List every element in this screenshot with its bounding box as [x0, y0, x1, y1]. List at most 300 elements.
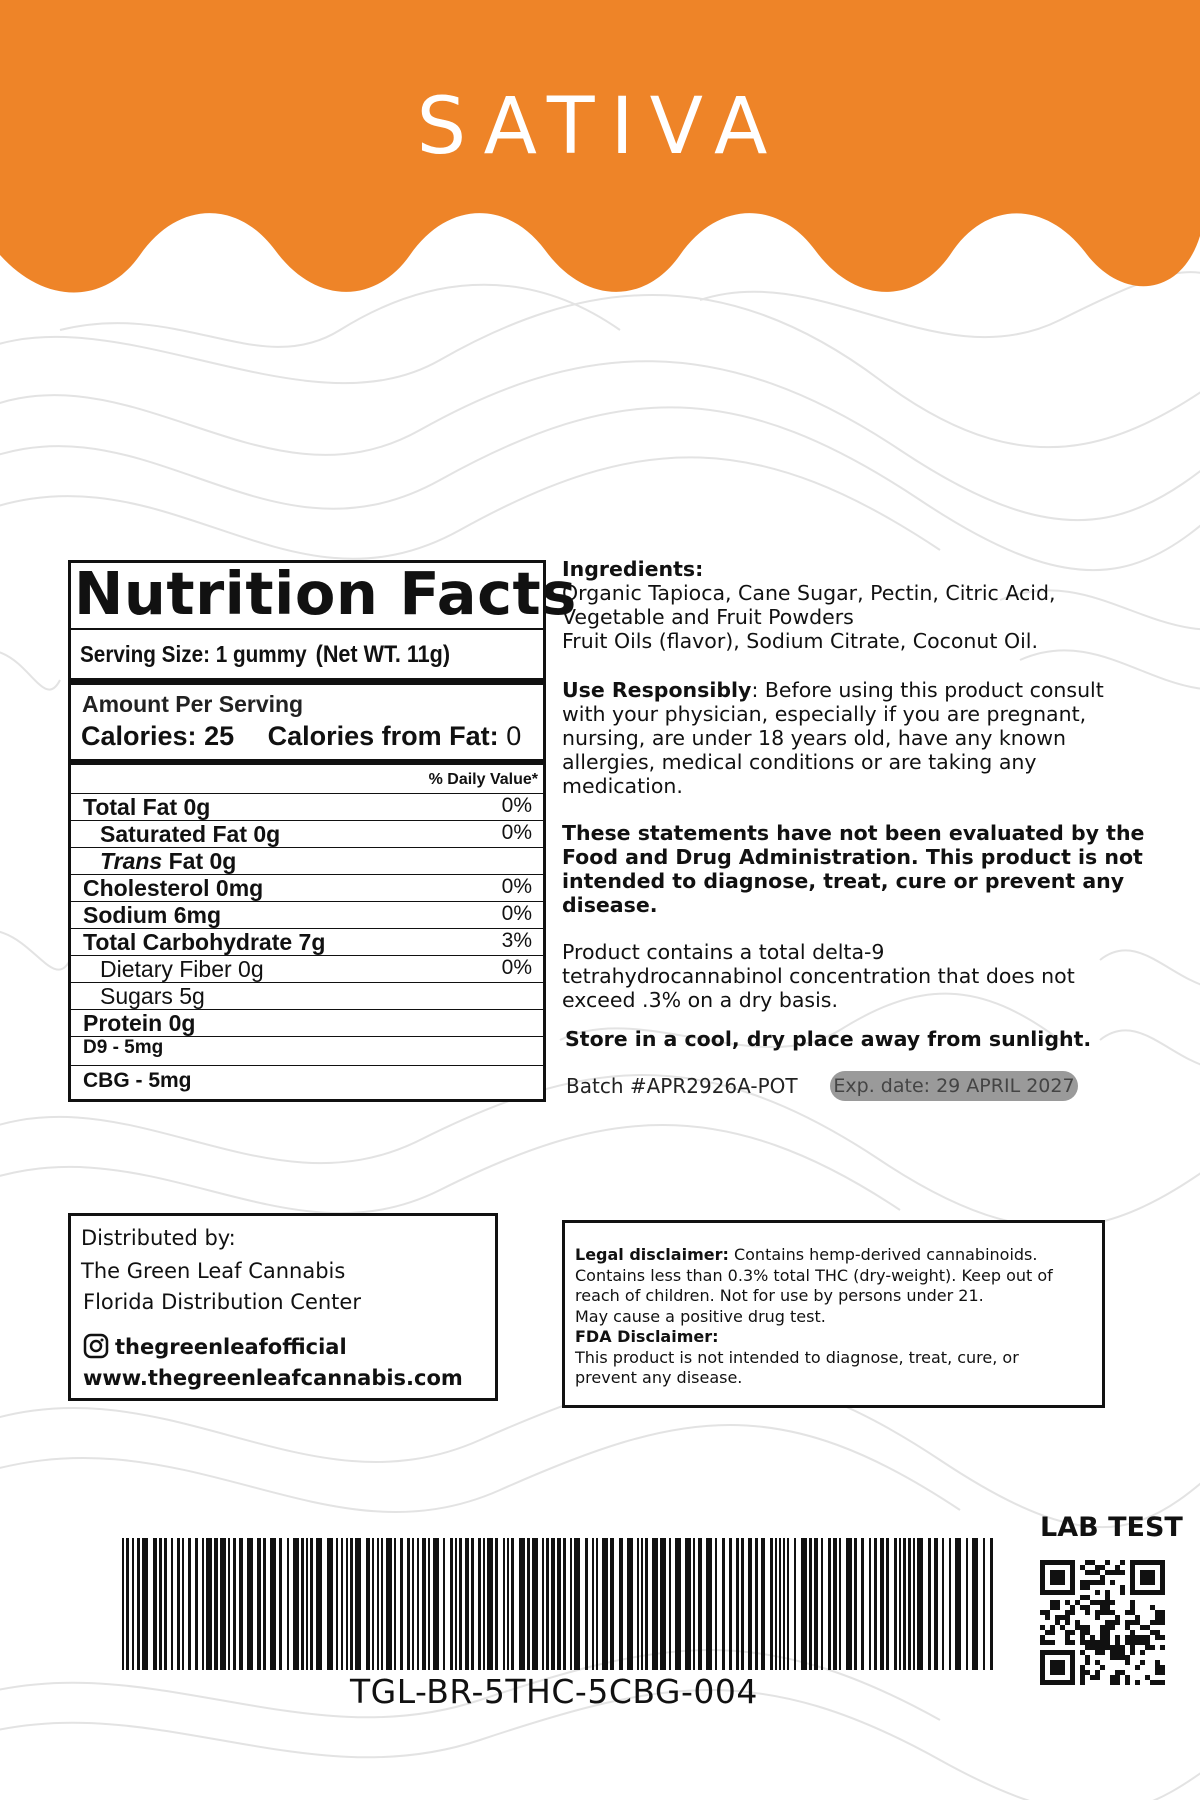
qr-module: [1055, 1620, 1060, 1625]
barcode-bar: [455, 1538, 457, 1670]
divider: [71, 628, 543, 630]
barcode-bar: [874, 1538, 877, 1670]
qr-module: [1130, 1600, 1135, 1605]
barcode-bar: [153, 1538, 157, 1670]
barcode-bar: [336, 1538, 338, 1670]
qr-module: [1105, 1620, 1110, 1625]
barcode-bar: [443, 1538, 445, 1670]
barcode-bar: [507, 1538, 509, 1670]
qr-finder-pattern: [1050, 1570, 1065, 1585]
barcode-bar: [310, 1538, 313, 1670]
barcode-bar: [195, 1538, 198, 1670]
qr-module: [1085, 1625, 1090, 1630]
qr-module: [1075, 1625, 1080, 1630]
qr-module: [1125, 1680, 1130, 1685]
barcode-bar: [787, 1538, 789, 1670]
qr-module: [1085, 1645, 1090, 1650]
barcode-bar: [706, 1538, 712, 1670]
qr-module: [1135, 1680, 1140, 1685]
barcode-bar: [966, 1538, 968, 1670]
barcode-bar: [619, 1538, 623, 1670]
qr-module: [1045, 1615, 1050, 1620]
thick-divider: [71, 678, 543, 685]
nutrient-label: Saturated Fat 0g: [100, 821, 281, 847]
barcode-bar: [532, 1538, 538, 1670]
barcode-bar: [159, 1538, 162, 1670]
qr-module: [1110, 1620, 1115, 1625]
qr-module: [1120, 1560, 1125, 1565]
instagram-handle: thegreenleafofficial: [83, 1333, 347, 1359]
qr-module: [1080, 1595, 1085, 1600]
qr-module: [1135, 1615, 1140, 1620]
calories-from-fat-value: 0: [506, 721, 522, 751]
qr-module: [1085, 1660, 1090, 1665]
barcode-bar: [459, 1538, 462, 1670]
serving-size: [80, 641, 450, 669]
qr-module: [1125, 1625, 1130, 1630]
barcode-bar: [366, 1538, 370, 1670]
barcode: [120, 1538, 1005, 1673]
barcode-bar: [949, 1538, 951, 1670]
qr-module: [1085, 1595, 1090, 1600]
qr-module: [1155, 1680, 1160, 1685]
barcode-bar: [137, 1538, 140, 1670]
qr-module: [1070, 1630, 1075, 1635]
use-responsibly-line: medication.: [562, 774, 683, 798]
qr-module: [1095, 1570, 1100, 1575]
barcode-bar: [177, 1538, 180, 1670]
nutrient-percent: 0%: [501, 794, 532, 817]
website-link[interactable]: www.thegreenleafcannabis.com: [83, 1366, 463, 1390]
barcode-bar: [675, 1538, 681, 1670]
barcode-bar: [394, 1538, 396, 1670]
qr-module: [1050, 1600, 1055, 1605]
nutrient-label: Protein 0g: [83, 1010, 196, 1036]
barcode-bar: [407, 1538, 410, 1670]
qr-module: [1100, 1650, 1105, 1655]
barcode-bar: [386, 1538, 392, 1670]
nutrient-label: D9 - 5mg: [83, 1037, 164, 1058]
ingredients-block: [562, 557, 1056, 653]
legal-line: Legal disclaimer: Contains hemp-derived cannabinoids.: [575, 1245, 1038, 1264]
barcode-bar: [839, 1538, 841, 1670]
barcode-bar: [669, 1538, 671, 1670]
serving-size-label: Serving Size: 1 gummy: [80, 641, 307, 667]
qr-module: [1160, 1615, 1165, 1620]
barcode-bar: [257, 1538, 261, 1670]
fda-statement-block: [562, 821, 1144, 917]
barcode-bar: [861, 1538, 864, 1670]
barcode-bar: [270, 1538, 276, 1670]
ingredients-line: Vegetable and Fruit Powders: [562, 605, 854, 629]
barcode-bar: [729, 1538, 732, 1670]
qr-module: [1115, 1640, 1120, 1645]
qr-module: [1075, 1600, 1080, 1605]
nutrient-row: [71, 901, 543, 928]
qr-module: [1125, 1620, 1130, 1625]
qr-module: [1110, 1625, 1115, 1630]
qr-module: [1140, 1640, 1145, 1645]
qr-module: [1100, 1645, 1105, 1650]
nutrient-percent: 0%: [501, 875, 532, 898]
qr-module: [1090, 1675, 1095, 1680]
barcode-bar: [903, 1538, 906, 1670]
qr-module: [1080, 1680, 1085, 1685]
qr-module: [1085, 1610, 1090, 1615]
barcode-bar: [685, 1538, 691, 1670]
barcode-bar: [301, 1538, 304, 1670]
nutrient-percent: 0%: [501, 821, 532, 844]
barcode-bar: [698, 1538, 702, 1670]
barcode-bar: [563, 1538, 566, 1670]
fda-disclaimer-line: prevent any disease.: [575, 1368, 743, 1387]
barcode-bar: [755, 1538, 758, 1670]
qr-module: [1115, 1615, 1120, 1620]
qr-finder-pattern: [1140, 1570, 1155, 1585]
barcode-bar: [471, 1538, 474, 1670]
barcode-bar: [955, 1538, 961, 1670]
barcode-bar: [602, 1538, 608, 1670]
qr-module: [1140, 1660, 1145, 1665]
qr-module: [1080, 1675, 1085, 1680]
qr-module: [1085, 1560, 1090, 1565]
qr-module: [1060, 1625, 1065, 1630]
barcode-bar: [886, 1538, 889, 1670]
qr-module: [1115, 1655, 1120, 1660]
qr-module: [1110, 1655, 1115, 1660]
nutrient-percent: 3%: [501, 929, 532, 952]
nutrient-label: Sugars 5g: [100, 983, 205, 1009]
qr-module: [1080, 1625, 1085, 1630]
barcode-bar: [527, 1538, 530, 1670]
qr-module: [1085, 1640, 1090, 1645]
qr-module: [1100, 1605, 1105, 1610]
nutrient-percent: 0%: [501, 956, 532, 979]
daily-value-header: % Daily Value*: [428, 771, 538, 788]
barcode-bar: [779, 1538, 781, 1670]
barcode-bar: [990, 1538, 993, 1670]
qr-module: [1080, 1640, 1085, 1645]
barcode-bar: [627, 1538, 633, 1670]
barcode-bar: [641, 1538, 643, 1670]
qr-module: [1160, 1665, 1165, 1670]
barcode-bar: [293, 1538, 299, 1670]
barcode-bar: [503, 1538, 505, 1670]
qr-module: [1040, 1635, 1045, 1640]
qr-module: [1055, 1605, 1060, 1610]
qr-module: [1080, 1630, 1085, 1635]
qr-module: [1095, 1660, 1100, 1665]
qr-module: [1140, 1635, 1145, 1640]
barcode-bar: [247, 1538, 253, 1670]
barcode-bar: [942, 1538, 944, 1670]
qr-module: [1145, 1675, 1150, 1680]
qr-module: [1130, 1620, 1135, 1625]
qr-module: [1125, 1610, 1130, 1615]
storage-instructions: Store in a cool, dry place away from sunlight.: [565, 1027, 1092, 1051]
qr-module: [1160, 1680, 1165, 1685]
qr-module: [1040, 1625, 1045, 1630]
qr-module: [1070, 1605, 1075, 1610]
nutrient-label: Dietary Fiber 0g: [100, 956, 264, 982]
barcode-bar: [132, 1538, 134, 1670]
qr-module: [1150, 1680, 1155, 1685]
qr-module: [1085, 1585, 1090, 1590]
qr-module: [1055, 1615, 1060, 1620]
barcode-bar: [412, 1538, 414, 1670]
qr-module: [1095, 1645, 1100, 1650]
barcode-bar: [422, 1538, 426, 1670]
nutrient-label: CBG - 5mg: [83, 1069, 192, 1092]
barcode-bar: [833, 1538, 837, 1670]
qr-module: [1130, 1610, 1135, 1615]
qr-module: [1105, 1560, 1110, 1565]
barcode-bar: [511, 1538, 514, 1670]
qr-module: [1045, 1610, 1050, 1615]
barcode-bar: [585, 1538, 588, 1670]
qr-module: [1105, 1635, 1110, 1640]
qr-module: [1105, 1600, 1110, 1605]
barcode-bar: [934, 1538, 938, 1670]
barcode-bar: [233, 1538, 236, 1670]
qr-module: [1110, 1600, 1115, 1605]
use-responsibly-line: allergies, medical conditions or are taking any: [562, 750, 1037, 774]
barcode-bar: [908, 1538, 911, 1670]
barcode-bar: [465, 1538, 469, 1670]
barcode-bar: [557, 1538, 561, 1670]
barcode-bar: [316, 1538, 322, 1670]
qr-module: [1120, 1590, 1125, 1595]
qr-module: [1130, 1605, 1135, 1610]
barcode-bar: [428, 1538, 430, 1670]
qr-module: [1065, 1640, 1070, 1645]
qr-module: [1155, 1665, 1160, 1670]
qr-module: [1110, 1610, 1115, 1615]
qr-module: [1045, 1640, 1050, 1645]
barcode-bar: [913, 1538, 915, 1670]
barcode-bar: [899, 1538, 901, 1670]
qr-module: [1110, 1580, 1115, 1585]
barcode-bar: [660, 1538, 666, 1670]
barcode-bar: [220, 1538, 226, 1670]
barcode-bar: [487, 1538, 493, 1670]
qr-module: [1065, 1635, 1070, 1640]
nutrient-percent: 0%: [501, 902, 532, 925]
qr-module: [1045, 1630, 1050, 1635]
qr-module: [1085, 1670, 1090, 1675]
qr-module: [1085, 1580, 1090, 1585]
legal-line: reach of children. Not for use by persons under 21.: [575, 1286, 984, 1305]
barcode-bar: [748, 1538, 752, 1670]
qr-module: [1085, 1570, 1090, 1575]
qr-module: [1100, 1640, 1105, 1645]
qr-module: [1095, 1600, 1100, 1605]
fda-statement-line: disease.: [562, 893, 658, 917]
nutrient-row: [71, 955, 543, 982]
barcode-bar: [794, 1538, 796, 1670]
barcode-bar: [546, 1538, 549, 1670]
qr-module: [1095, 1590, 1100, 1595]
qr-module: [1100, 1565, 1105, 1570]
qr-module: [1135, 1640, 1140, 1645]
nutrition-facts-panel: [68, 559, 577, 1102]
qr-module: [1120, 1650, 1125, 1655]
qr-module: [1140, 1650, 1145, 1655]
qr-module: [1120, 1670, 1125, 1675]
qr-module: [1095, 1565, 1100, 1570]
qr-module: [1145, 1635, 1150, 1640]
fda-disclaimer-line: This product is not intended to diagnose, treat, cure, or: [575, 1347, 1019, 1367]
qr-module: [1095, 1580, 1100, 1585]
qr-module: [1155, 1630, 1160, 1635]
qr-module: [1060, 1615, 1065, 1620]
barcode-bar: [346, 1538, 348, 1670]
barcode-bar: [182, 1538, 184, 1670]
barcode-bar: [983, 1538, 985, 1670]
barcode-bar: [381, 1538, 383, 1670]
barcode-bar: [917, 1538, 923, 1670]
barcode-bar: [377, 1538, 379, 1670]
nutrient-row: [71, 1036, 543, 1063]
qr-module: [1150, 1605, 1155, 1610]
fda-statement-line: These statements have not been evaluated by the: [562, 821, 1145, 845]
qr-module: [1105, 1570, 1110, 1575]
legal-line: Contains less than 0.3% total THC (dry-weight). Keep out of: [575, 1265, 1053, 1285]
qr-module: [1080, 1670, 1085, 1675]
lab-test-label: LAB TEST: [1040, 1512, 1183, 1543]
barcode-bar: [542, 1538, 544, 1670]
qr-module: [1155, 1610, 1160, 1615]
use-responsibly-line: with your physician, especially if you are pregnant,: [562, 702, 1087, 726]
barcode-bar: [809, 1538, 812, 1670]
qr-module: [1115, 1570, 1120, 1575]
use-responsibly-line: nursing, are under 18 years old, have any known: [562, 726, 1067, 750]
thc-statement-line: Product contains a total delta-9: [562, 940, 885, 964]
barcode-bar: [417, 1538, 419, 1670]
qr-module: [1115, 1675, 1120, 1680]
qr-module: [1150, 1620, 1155, 1625]
qr-module: [1105, 1590, 1110, 1595]
nutrient-label: Sodium 6mg: [83, 902, 222, 928]
qr-module: [1090, 1600, 1095, 1605]
qr-module: [1065, 1610, 1070, 1615]
nutrient-label: Total Carbohydrate 7g: [83, 929, 326, 955]
qr-module: [1080, 1650, 1085, 1655]
qr-module: [1105, 1595, 1110, 1600]
qr-module: [1115, 1670, 1120, 1675]
qr-module: [1080, 1635, 1085, 1640]
barcode-bar: [450, 1538, 453, 1670]
qr-module: [1105, 1645, 1110, 1650]
qr-module: [1075, 1620, 1080, 1625]
barcode-bar: [239, 1538, 243, 1670]
qr-module: [1155, 1660, 1160, 1665]
lab-test-qr-code[interactable]: [1040, 1560, 1170, 1690]
qr-module: [1120, 1570, 1125, 1575]
qr-module: [1120, 1585, 1125, 1590]
qr-module: [1160, 1635, 1165, 1640]
qr-module: [1065, 1615, 1070, 1620]
calories-line: [81, 721, 521, 752]
barcode-bar: [770, 1538, 773, 1670]
qr-module: [1110, 1675, 1115, 1680]
qr-module: [1155, 1670, 1160, 1675]
barcode-bar: [645, 1538, 648, 1670]
qr-module: [1105, 1625, 1110, 1630]
qr-module: [1100, 1580, 1105, 1585]
instagram-icon: [83, 1333, 109, 1359]
barcode-bar: [693, 1538, 695, 1670]
qr-module: [1125, 1660, 1130, 1665]
distributed-by-label: Distributed by:: [81, 1226, 236, 1250]
nutrient-row: [71, 928, 543, 955]
qr-module: [1085, 1630, 1090, 1635]
qr-module: [1130, 1635, 1135, 1640]
barcode-bar: [928, 1538, 931, 1670]
barcode-bar: [478, 1538, 481, 1670]
barcode-bar: [327, 1538, 333, 1670]
qr-module: [1105, 1605, 1110, 1610]
barcode-bar: [171, 1538, 173, 1670]
qr-module: [1145, 1645, 1150, 1650]
qr-module: [1125, 1655, 1130, 1660]
ingredients-line: Organic Tapioca, Cane Sugar, Pectin, Citric Acid,: [562, 581, 1056, 605]
qr-module: [1090, 1560, 1095, 1565]
qr-module: [1050, 1630, 1055, 1635]
qr-module: [1105, 1610, 1110, 1615]
barcode-bar: [775, 1538, 777, 1670]
qr-module: [1155, 1635, 1160, 1640]
distributor-center: Florida Distribution Center: [83, 1290, 361, 1314]
nutrient-label: Total Fat 0g: [83, 794, 211, 820]
qr-module: [1110, 1570, 1115, 1575]
qr-module: [1080, 1605, 1085, 1610]
qr-module: [1095, 1675, 1100, 1680]
barcode-bar: [122, 1538, 124, 1670]
barcode-bar: [610, 1538, 614, 1670]
barcode-bar: [869, 1538, 871, 1670]
qr-module: [1095, 1610, 1100, 1615]
qr-module: [1135, 1665, 1140, 1670]
qr-module: [1090, 1645, 1095, 1650]
qr-module: [1095, 1640, 1100, 1645]
qr-module: [1115, 1620, 1120, 1625]
calories-from-fat-label: Calories from Fat:: [267, 721, 499, 751]
barcode-bar: [596, 1538, 598, 1670]
barcode-bar: [433, 1538, 439, 1670]
barcode-bar: [972, 1538, 978, 1670]
qr-module: [1150, 1645, 1155, 1650]
qr-module: [1105, 1640, 1110, 1645]
nutrient-row: [71, 982, 543, 1009]
nutrient-label: Trans Fat 0g: [100, 848, 237, 874]
qr-module: [1115, 1645, 1120, 1650]
qr-module: [1115, 1680, 1120, 1685]
qr-module: [1095, 1615, 1100, 1620]
qr-module: [1050, 1640, 1055, 1645]
barcode-bar: [592, 1538, 594, 1670]
barcode-bar: [341, 1538, 343, 1670]
qr-module: [1110, 1645, 1115, 1650]
distributor-box: [68, 1213, 498, 1401]
qr-module: [1080, 1565, 1085, 1570]
thick-divider: [71, 759, 543, 765]
qr-module: [1120, 1655, 1125, 1660]
barcode-bar: [279, 1538, 282, 1670]
expiry-date-badge: Exp. date: 29 APRIL 2027: [830, 1071, 1078, 1101]
qr-module: [1085, 1605, 1090, 1610]
qr-module: [1125, 1635, 1130, 1640]
